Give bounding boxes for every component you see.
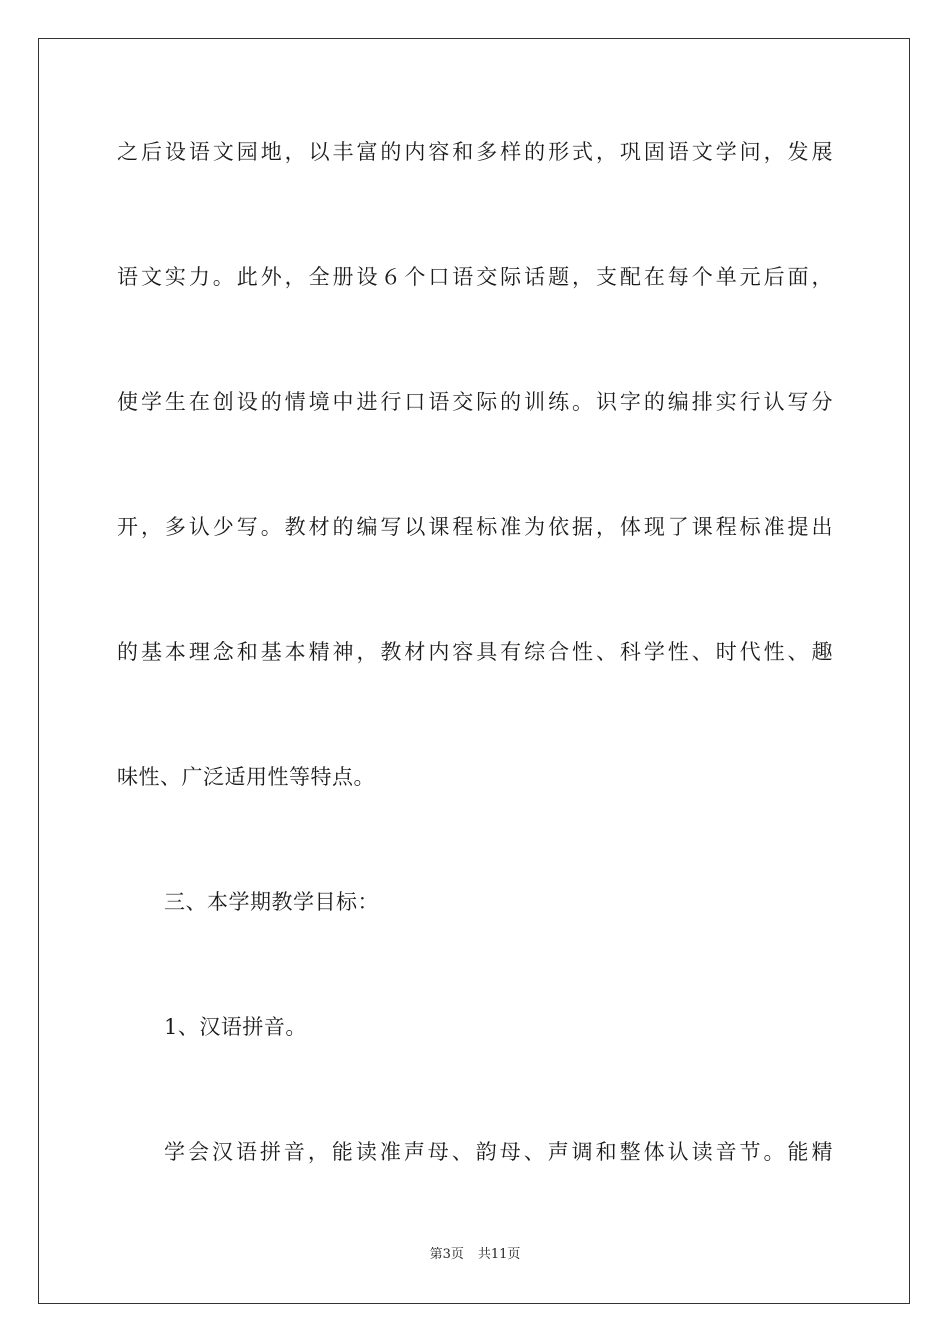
body-line-3: 使学生在创设的情境中进行口语交际的训练。识字的编排实行认写分 <box>117 390 833 414</box>
page-total: 共11页 <box>477 1247 521 1262</box>
page-border <box>38 38 910 1304</box>
body-line-5: 的基本理念和基本精神，教材内容具有综合性、科学性、时代性、趣 <box>117 640 833 664</box>
page-number: 第3页 <box>429 1247 464 1262</box>
section-heading: 三、本学期教学目标： <box>164 890 379 914</box>
body-line-6: 味性、广泛适用性等特点。 <box>117 765 375 789</box>
body-line-1: 之后设语文园地，以丰富的内容和多样的形式，巩固语文学问，发展 <box>117 140 833 164</box>
subsection-heading: 1、汉语拼音。 <box>164 1015 307 1039</box>
page-footer <box>0 1246 950 1264</box>
body-line-2: 语文实力。此外，全册设６个口语交际话题，支配在每个单元后面， <box>117 265 833 289</box>
body-line-4: 开，多认少写。教材的编写以课程标准为依据，体现了课程标准提出 <box>117 515 833 539</box>
body-line-9: 学会汉语拼音，能读准声母、韵母、声调和整体认读音节。能精 <box>164 1140 833 1164</box>
